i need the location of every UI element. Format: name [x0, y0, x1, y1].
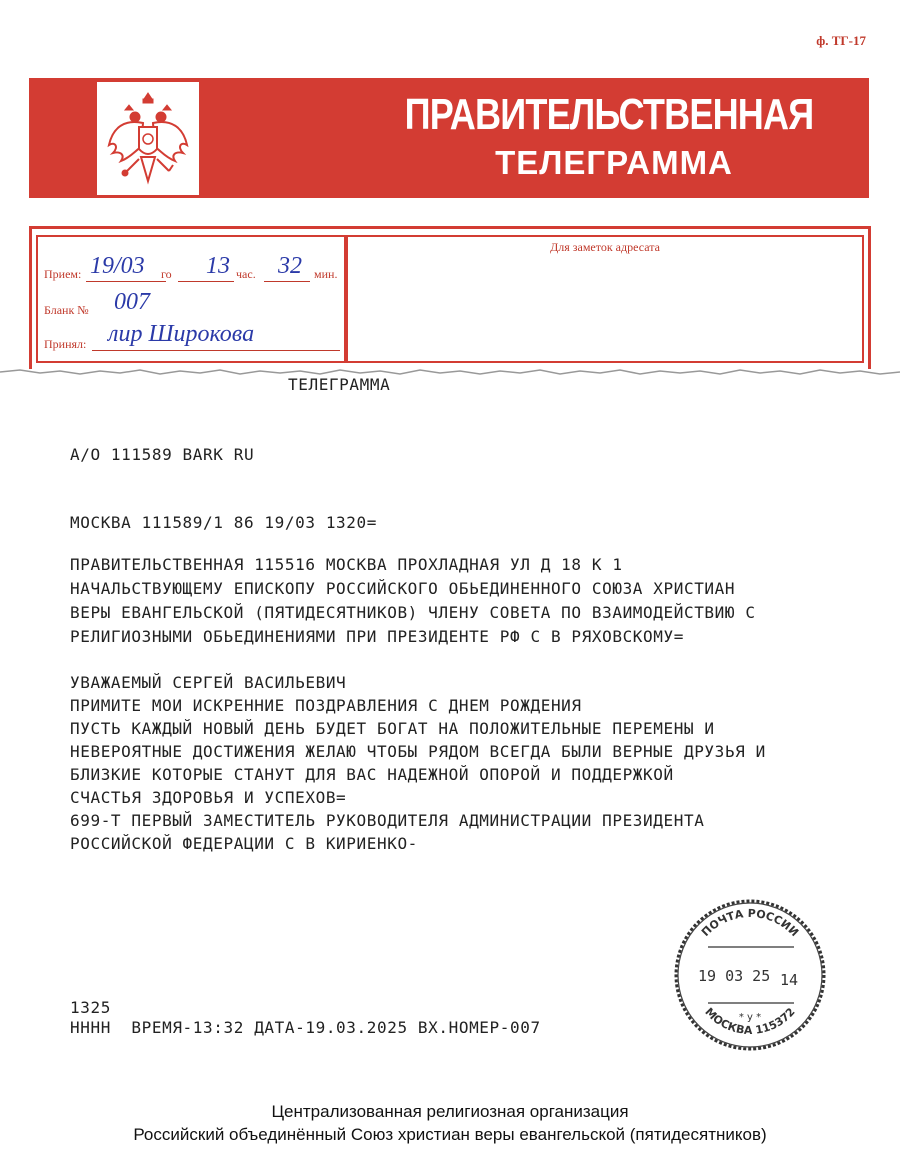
trailer-line: НННН ВРЕМЯ-13:32 ДАТА-19.03.2025 ВХ.НОМЕР-007 — [70, 1018, 541, 1037]
hour-suffix: час. — [236, 267, 256, 281]
coat-of-arms-icon — [105, 89, 191, 189]
stamp-date: 19 03 25 — [698, 967, 771, 985]
body-line: УВАЖАЕМЫЙ СЕРГЕЙ ВАСИЛЬЕВИЧ — [70, 673, 347, 692]
year-suffix: го — [161, 267, 172, 281]
blank-number: 007 — [114, 289, 150, 315]
address-line: ПРАВИТЕЛЬСТВЕННАЯ 115516 МОСКВА ПРОХЛАДНАЯ УЛ Д 18 К 1 — [70, 555, 623, 574]
body-line: 699-Т ПЕРВЫЙ ЗАМЕСТИТЕЛЬ РУКОВОДИТЕЛЯ АДМИНИСТРАЦИИ ПРЕЗИДЕНТА — [70, 811, 705, 830]
header-banner — [29, 78, 869, 198]
origin-line: МОСКВА 111589/1 86 19/03 1320= — [70, 513, 377, 532]
body-line: СЧАСТЬЯ ЗДОРОВЬЯ И УСПЕХОВ= — [70, 788, 347, 807]
body-line: РОССИЙСКОЙ ФЕДЕРАЦИИ С В КИРИЕНКО- — [70, 834, 418, 853]
emblem — [97, 82, 199, 195]
paper-tear-edge — [0, 362, 900, 382]
body-line: НЕВЕРОЯТНЫЕ ДОСТИЖЕНИЯ ЖЕЛАЮ ЧТОБЫ РЯДОМ ВСЕГДА БЫЛИ ВЕРНЫЕ ДРУЗЬЯ И — [70, 742, 766, 761]
received-hour: 13 — [206, 253, 230, 279]
footer-line-1: Централизованная религиозная организация — [271, 1102, 629, 1121]
minute-suffix: мин. — [314, 267, 338, 281]
answerback-line: А/О 111589 BARK RU — [70, 445, 255, 464]
body-line: БЛИЗКИЕ КОТОРЫЕ СТАНУТ ДЛЯ ВАС НАДЕЖНОЙ ОПОРОЙ И ПОДДЕРЖКОЙ — [70, 765, 674, 784]
telegram-header: ТЕЛЕГРАММА — [288, 375, 391, 394]
trailer-code: 1325 — [70, 998, 111, 1017]
stamp-mark: * у * — [738, 1012, 762, 1023]
registration-box — [29, 226, 871, 369]
address-line: НАЧАЛЬСТВУЮЩЕМУ ЕПИСКОПУ РОССИЙСКОГО ОБЬЕДИНЕННОГО СОЮЗА ХРИСТИАН — [70, 579, 736, 598]
reception-fields — [36, 235, 346, 363]
form-code: ф. ТГ-17 — [816, 33, 866, 48]
blank-label: Бланк № — [44, 303, 89, 317]
notes-label: Для заметок адресата — [550, 240, 660, 254]
stamp-top-text: ПОЧТА РОССИИ — [698, 906, 802, 940]
accepted-label: Принял: — [44, 337, 87, 351]
footer-line-2: Российский объединённый Союз христиан веры евангельской (пятидесятников) — [133, 1125, 767, 1144]
accepted-signature: лир Широкова — [108, 321, 255, 347]
addressee-notes — [346, 235, 864, 363]
received-minute: 32 — [278, 253, 302, 279]
address-line: РЕЛИГИОЗНЫМИ ОБЬЕДИНЕНИЯМИ ПРИ ПРЕЗИДЕНТЕ РФ С В РЯХОВСКОМУ= — [70, 627, 684, 646]
banner-subtitle: ТЕЛЕГРАММА — [495, 144, 733, 181]
postmark-stamp — [670, 895, 830, 1055]
address-line: ВЕРЫ ЕВАНГЕЛЬСКОЙ (ПЯТИДЕСЯТНИКОВ) ЧЛЕНУ СОВЕТА ПО ВЗАИМОДЕЙСТВИЮ С — [70, 603, 756, 622]
stamp-bottom-text: МОСКВА 115372 — [702, 1005, 798, 1038]
banner-title: ПРАВИТЕЛЬСТВЕННАЯ — [404, 90, 814, 139]
body-line: ПУСТЬ КАЖДЫЙ НОВЫЙ ДЕНЬ БУДЕТ БОГАТ НА ПОЛОЖИТЕЛЬНЫЕ ПЕРЕМЕНЫ И — [70, 719, 715, 738]
received-label: Прием: — [44, 267, 82, 281]
received-date: 19/03 — [90, 253, 145, 279]
body-line: ПРИМИТЕ МОИ ИСКРЕННИЕ ПОЗДРАВЛЕНИЯ С ДНЕМ РОЖДЕНИЯ — [70, 696, 582, 715]
stamp-hour: 14 — [780, 971, 799, 989]
